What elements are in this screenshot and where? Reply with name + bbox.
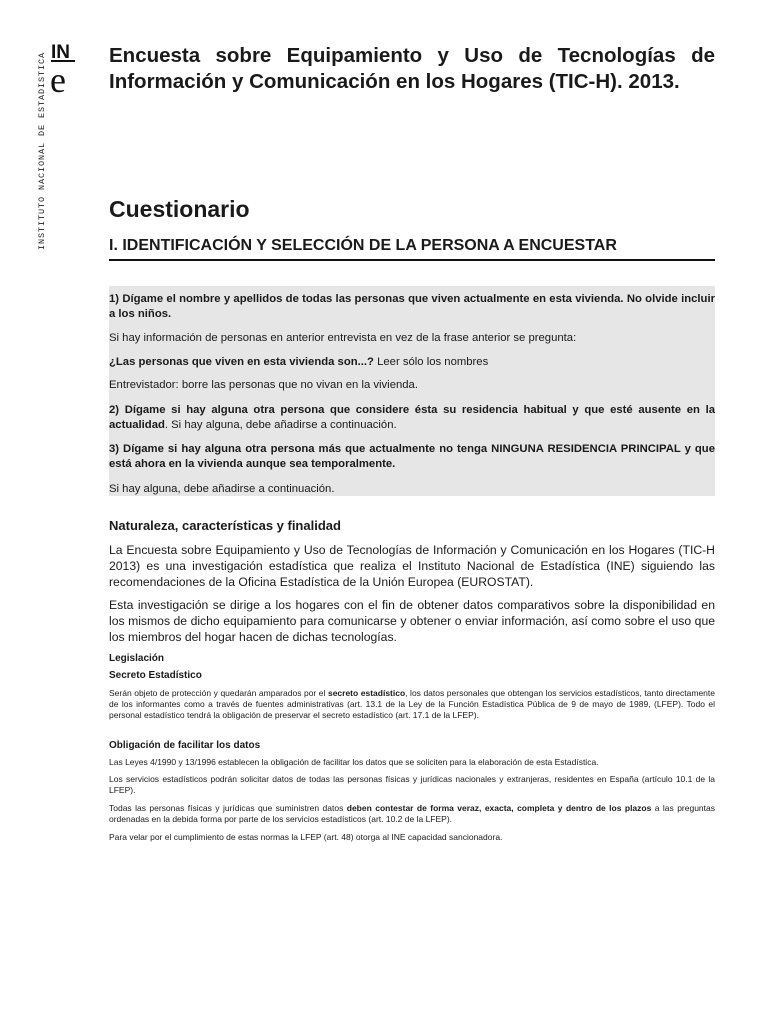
title-line-1: Encuesta sobre Equipamiento y Uso de Tecnologías de bbox=[109, 44, 715, 67]
question-1-alt-question: ¿Las personas que viven en esta vivienda son...? bbox=[109, 356, 374, 368]
obligation-paragraph-2: Los servicios estadísticos podrán solicitar datos de todas las personas físicas y jurídicas nacionales y extranjeras, residentes en España (artículo 10.1 de la LFEP). bbox=[109, 774, 715, 795]
page-title bbox=[109, 43, 715, 95]
secret-heading: Secreto Estadístico bbox=[109, 670, 202, 681]
nature-heading: Naturaleza, características y finalidad bbox=[109, 518, 341, 533]
legislation-heading: Legislación bbox=[109, 653, 165, 664]
obligation-paragraph-3 bbox=[109, 803, 715, 825]
nature-paragraph-1: La Encuesta sobre Equipamiento y Uso de Tecnologías de Información y Comunicación en los Hogares (TIC-H 2013) es una investigación estadística que realiza el Instituto Nacional de Estadística (INE) siguiendo las recomendaciones de la Oficina Estadística de la Unión Europea (EUROSTAT). bbox=[109, 543, 715, 589]
logo-e: e bbox=[50, 60, 66, 96]
obligation-heading: Obligación de facilitar los datos bbox=[109, 740, 261, 751]
ine-logo-mark bbox=[50, 40, 76, 96]
nature-paragraph-2: Esta investigación se dirige a los hogares con el fin de obtener datos comparativos sobre la disponibilidad en los mismos de dicho equipamiento para comunicarse y obtener o enviar información, así como sobre el uso que los miembros del hogar hacen de dichas tecnologías. bbox=[109, 598, 715, 644]
obligation-paragraph-4: Para velar por el cumplimiento de estas normas la LFEP (art. 48) otorga al INE capacidad sancionadora. bbox=[109, 832, 503, 842]
questionnaire-heading: Cuestionario bbox=[109, 196, 250, 222]
interviewer-note: Entrevistador: borre las personas que no vivan en la vivienda. bbox=[109, 379, 418, 391]
secret-text bbox=[109, 688, 715, 721]
question-3: 3) Dígame si hay alguna otra persona más que actualmente no tenga NINGUNA RESIDENCIA PRINCIPAL y que está ahora en la vivienda aunque sea temporalmente. bbox=[109, 443, 715, 470]
obligation-paragraph-1: Las Leyes 4/1990 y 13/1996 establecen la obligación de facilitar los datos que se soliciten para la elaboración de esta Estadística. bbox=[109, 757, 599, 767]
question-2-text: 2) Dígame si hay alguna otra persona que considere ésta su residencia habitual y que esté ausente en la actualidad bbox=[109, 404, 715, 431]
obligation-paragraph-3-b: a las preguntas ordenadas en la debida forma por parte de los servicios estadísticos (art. 10.2 de la LFEP). bbox=[109, 803, 715, 824]
ine-logo bbox=[50, 40, 76, 96]
title-line-2: Información y Comunicación en los Hogares (TIC-H). 2013. bbox=[109, 70, 680, 93]
question-2 bbox=[109, 403, 715, 433]
section-title: I. IDENTIFICACIÓN Y SELECCIÓN DE LA PERSONA A ENCUESTAR bbox=[109, 237, 715, 261]
secret-text-bold: secreto estadístico bbox=[327, 688, 406, 698]
question-1: 1) Dígame el nombre y apellidos de todas las personas que viven actualmente en esta vivienda. No olvide incluir a los niños. bbox=[109, 293, 715, 320]
question-2-instruction: . Si hay alguna, debe añadirse a continuación. bbox=[164, 419, 397, 431]
institute-vertical-label: INSTITUTO NACIONAL DE ESTADISTICA bbox=[37, 51, 47, 250]
question-1-alt bbox=[109, 355, 715, 370]
question-1-note: Si hay información de personas en anterior entrevista en vez de la frase anterior se pregunta: bbox=[109, 332, 577, 344]
question-3-note: Si hay alguna, debe añadirse a continuación. bbox=[109, 483, 335, 495]
secret-text-a: Serán objeto de protección y quedarán amparados por el bbox=[109, 688, 328, 698]
question-1-alt-instruction: Leer sólo los nombres bbox=[373, 356, 489, 368]
logo-letters: IN bbox=[51, 42, 70, 63]
obligation-paragraph-3-a: Todas las personas físicas y jurídicas que suministren datos bbox=[109, 803, 347, 813]
secret-text-b: , los datos personales que obtengan los servicios estadísticos, tanto directamente de los informantes como a través de fuentes administrativas (art. 13.1 de la Ley de la Función Estadística Pública de 9 de mayo de 1989, (LFEP). Todo el personal estadístico tendrá la obligación de preservar el secreto estadístico (art. 17.1 de la LFEP). bbox=[109, 688, 715, 720]
identification-box bbox=[109, 286, 715, 496]
obligation-paragraph-3-bold: deben contestar de forma veraz, exacta, completa y dentro de los plazos bbox=[346, 803, 652, 813]
